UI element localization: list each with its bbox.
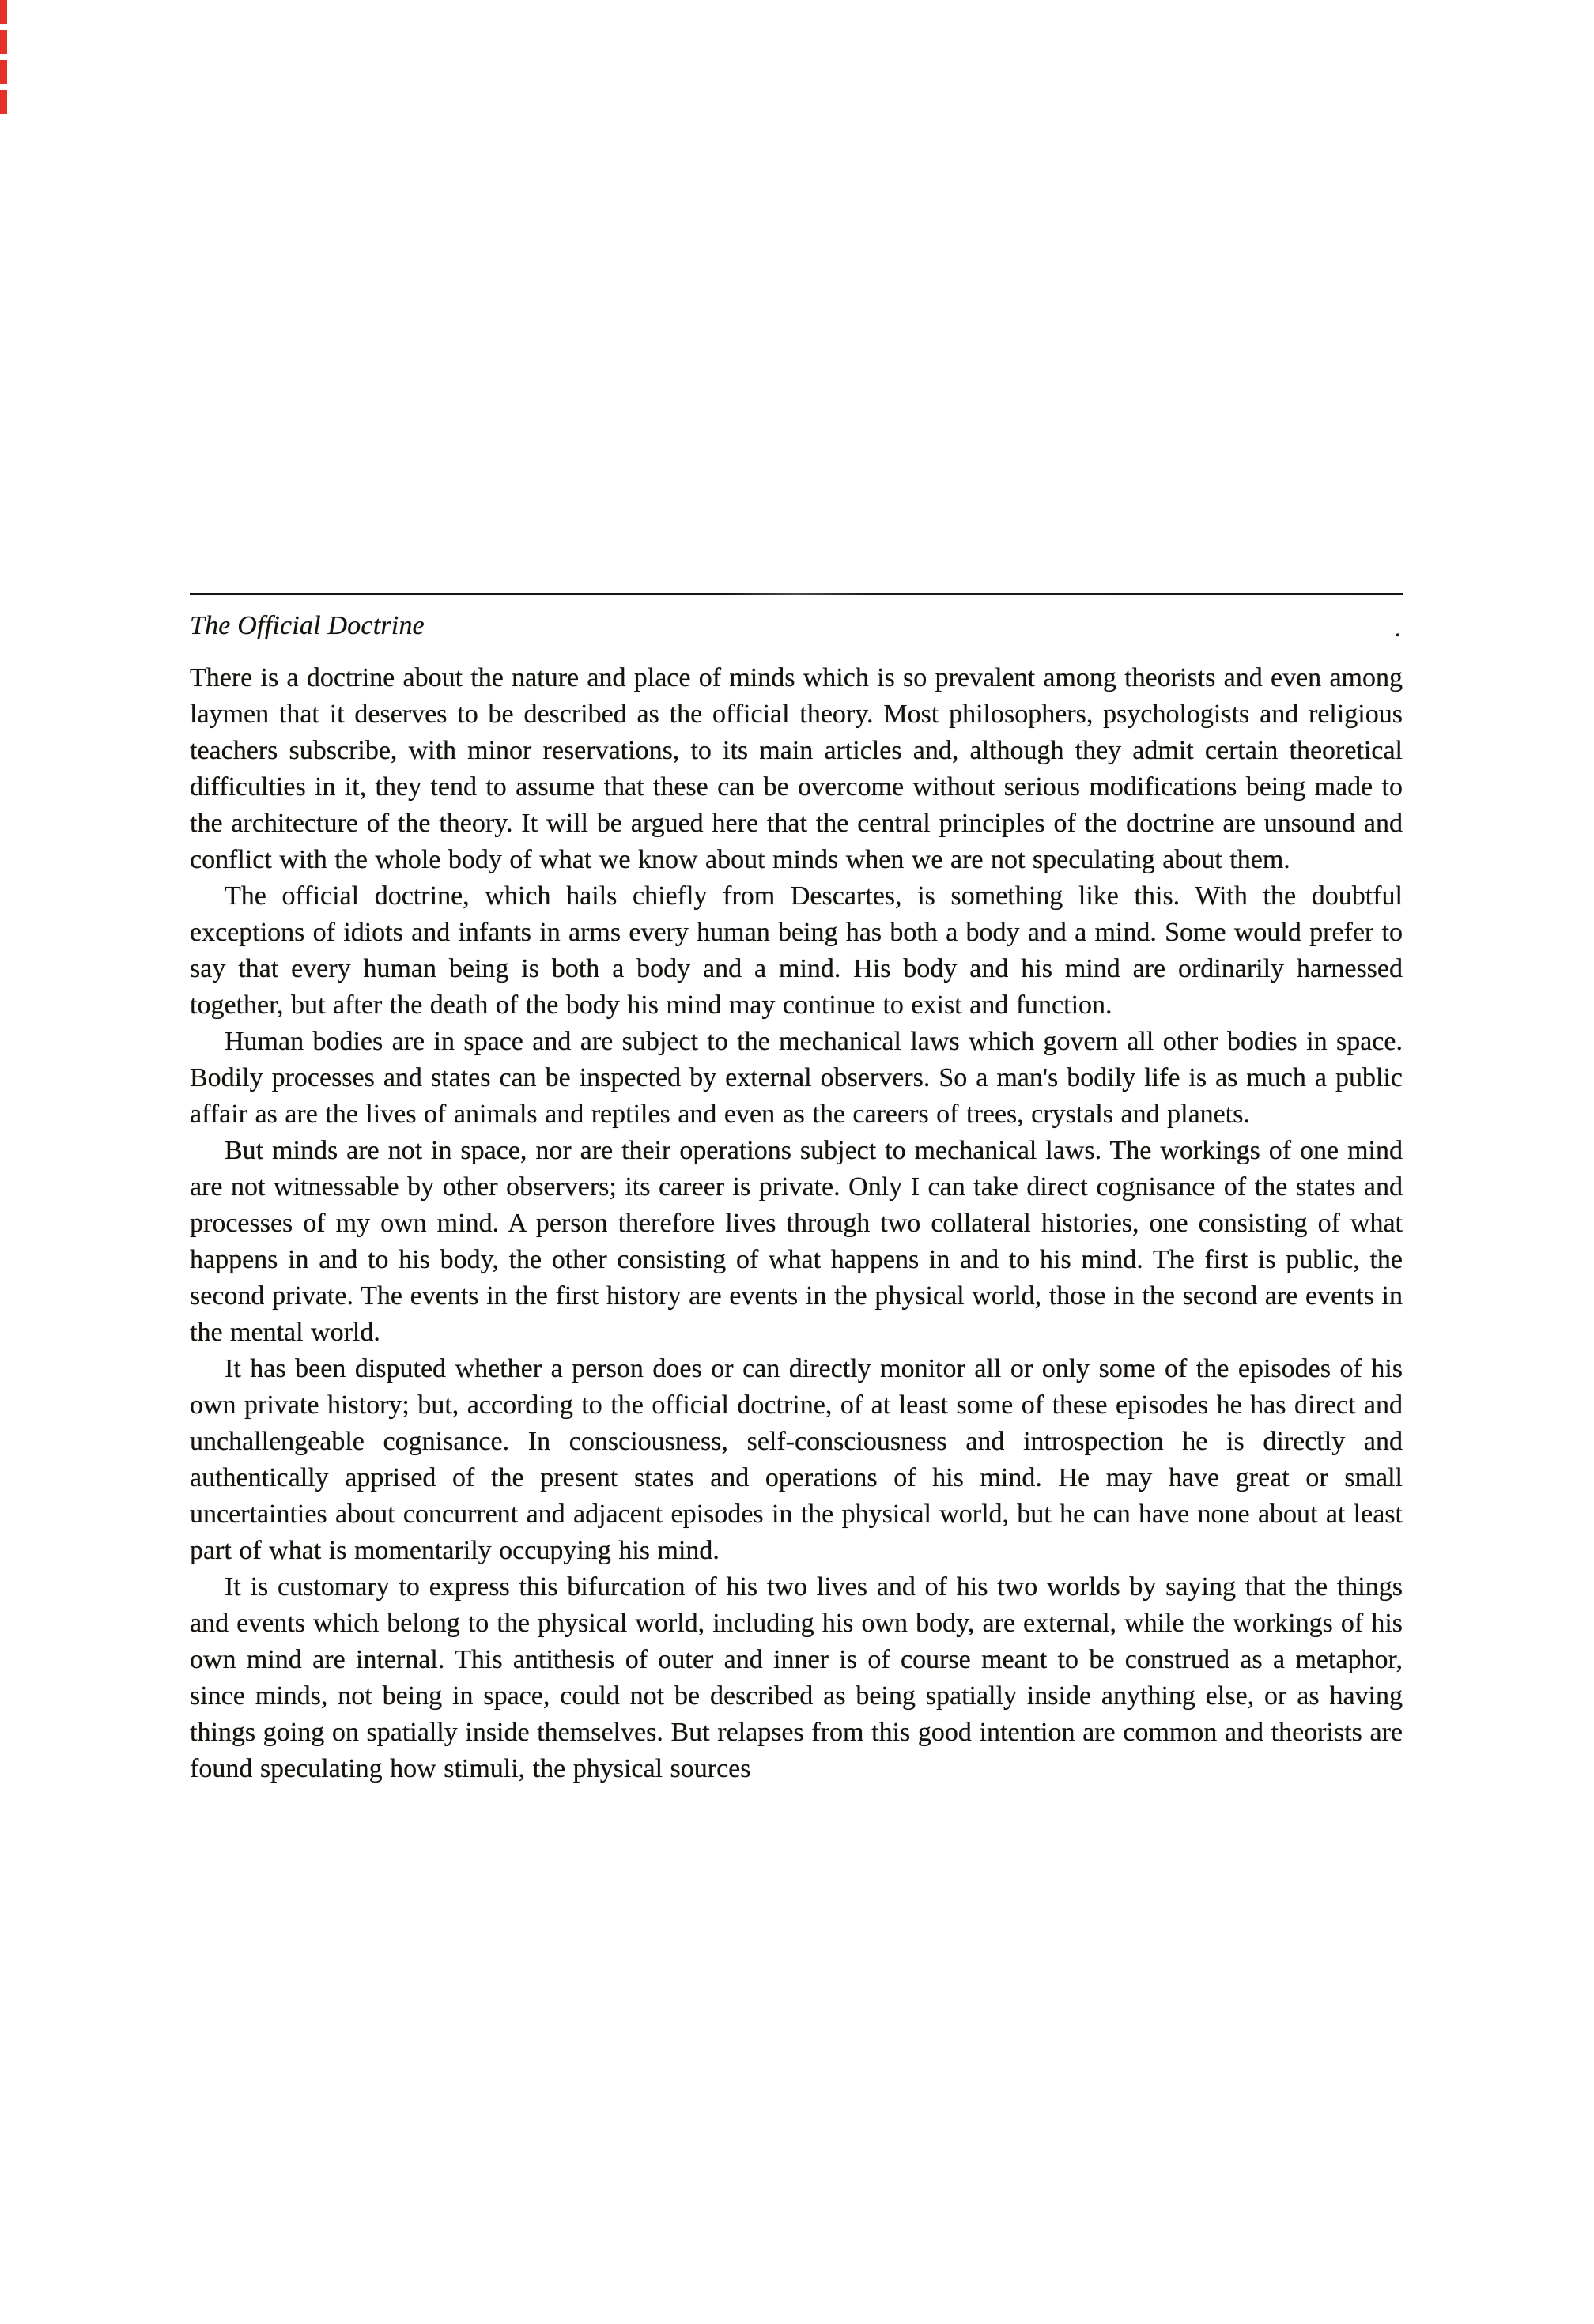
- paragraph: Human bodies are in space and are subject to the mechanical laws which govern all other bodies in space. Bodily processes and states can be inspected by external observers. So a man's bodily life is as much a public affair as are the lives of animals and reptiles and even as the careers of trees, crystals and planets.: [190, 1027, 1403, 1129]
- paragraph: It has been disputed whether a person does or can directly monitor all or only some of the episodes of his own private history; but, according to the official doctrine, of at least some of these episodes he has direct and unchallengeable cognisance. In consciousness, self-consciousness and introspection he is directly and authentically apprised of the present states and operations of his mind. He may have great or small uncertainties about concurrent and adjacent episodes in the physical world, but he can have none about at least part of what is momentarily occupying his mind.: [190, 1354, 1403, 1565]
- paragraph: It is customary to express this bifurcation of his two lives and of his two worlds by saying that the things and events which belong to the physical world, including his own body, are external, while the workings of his own mind are internal. This antithesis of outer and inner is of course meant to be construed as a metaphor, since minds, not being in space, could not be described as being spatially inside anything else, or as having things going on spatially inside themselves. But relapses from this good intention are common and theorists are found speculating how stimuli, the physical sources: [190, 1572, 1403, 1783]
- paragraph: The official doctrine, which hails chiefly from Descartes, is something like this. With the doubtful exceptions of idiots and infants in arms every human being has both a body and a mind. Some would prefer to say that every human being is both a body and a mind. His body and his mind are ordinarily harnessed together, but after the death of the body his mind may continue to exist and function.: [190, 881, 1403, 1020]
- paragraph: There is a doctrine about the nature and place of minds which is so prevalent among theorists and even among laymen that it deserves to be described as the official theory. Most philosophers, psychologists and religious teachers subscribe, with minor reservations, to its main articles and, although they admit certain theoretical difficulties in it, they tend to assume that these can be overcome without serious modifications being made to the architecture of the theory. It will be argued here that the central principles of the doctrine are unsound and conflict with the whole body of what we know about minds when we are not speculating about them.: [190, 663, 1403, 874]
- paragraph: But minds are not in space, nor are their operations subject to mechanical laws. The workings of one mind are not witnessable by other observers; its career is private. Only I can take direct cognisance of the states and processes of my own mind. A person therefore lives through two collateral histories, one consisting of what happens in and to his body, the other consisting of what happens in and to his mind. The first is public, the second private. The events in the first history are events in the physical world, those in the second are events in the mental world.: [190, 1136, 1403, 1347]
- section-divider-rule: [190, 593, 1403, 595]
- scan-artifact-red-strip: [0, 0, 7, 119]
- stray-ink-dot: .: [1394, 613, 1401, 643]
- body-text: [190, 660, 1403, 1787]
- section-heading: The Official Doctrine: [190, 611, 425, 640]
- page-content: [190, 593, 1403, 1787]
